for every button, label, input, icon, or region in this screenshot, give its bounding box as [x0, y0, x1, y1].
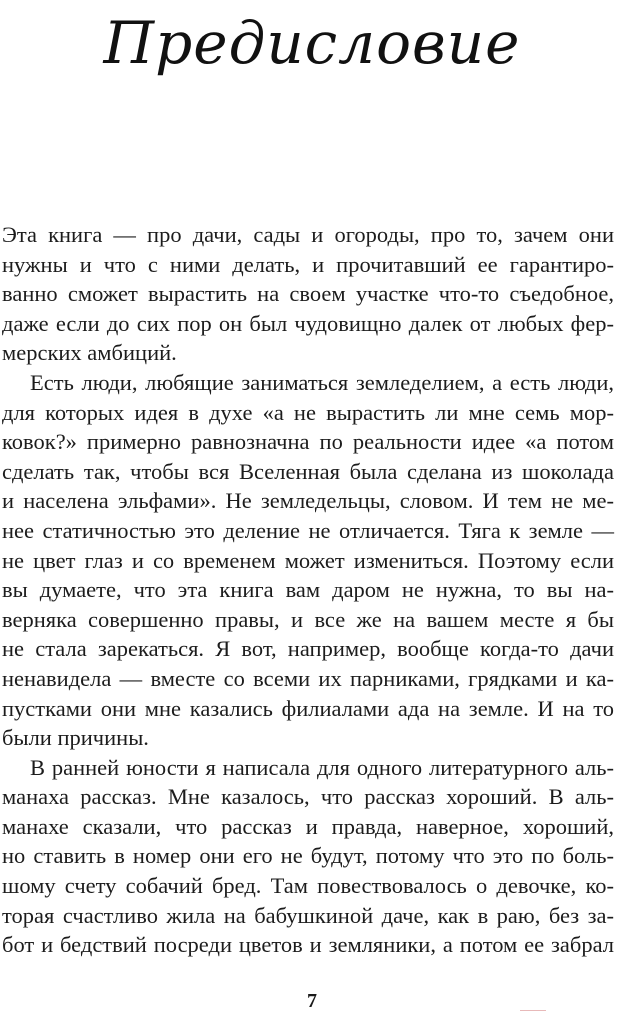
text-line: ненавидела — вместе со всеми их парниками, грядками и ка-	[2, 665, 614, 691]
text-line: пустками они мне казались филиалами ада на земле. И на то	[2, 695, 614, 721]
text-line: не цвет глаз и со временем может измениться. Поэтому если	[2, 547, 614, 573]
text-line: верняка совершенно правы, и все же на вашем месте я бы	[2, 606, 614, 632]
text-line: даже если до сих пор он был чудовищно далек от любых фер-	[2, 310, 614, 336]
crop-mark	[520, 1010, 546, 1015]
text-line: манахе сказали, что рассказ и правда, наверное, хороший,	[2, 813, 614, 839]
page-number: 7	[307, 990, 317, 1012]
text-line: шому счету собачий бред. Там повествовалось о девочке, ко-	[2, 873, 614, 899]
body-text	[2, 220, 614, 960]
text-line: мерских амбиций.	[2, 340, 177, 366]
chapter-title: Предисловие	[103, 9, 521, 77]
text-line: торая счастливо жила на бабушкиной даче, как в раю, без за-	[2, 902, 614, 928]
text-line: нужны и что с ними делать, и прочитавший ее гарантиро-	[2, 251, 614, 277]
text-line: ковок?» примерно равнозначна по реальности идее «а потом	[2, 429, 614, 455]
text-line: Есть люди, любящие заниматься земледелием, а есть люди,	[30, 369, 614, 395]
text-line: сделать так, чтобы вся Вселенная была сделана из шоколада	[2, 458, 614, 484]
text-line: вы думаете, что эта книга вам даром не нужна, то вы на-	[2, 577, 614, 603]
text-line: для которых идея в духе «а не вырастить ли мне семь мор-	[2, 399, 614, 425]
paragraph	[2, 753, 614, 960]
text-line: В ранней юности я написала для одного литературного аль-	[30, 754, 614, 780]
text-line: бот и бедствий посреди цветов и земляники, а потом ее забрал	[2, 932, 614, 958]
text-line: Эта книга — про дачи, сады и огороды, про то, зачем они	[2, 222, 614, 247]
text-line: манаха рассказ. Мне казалось, что рассказ хороший. В аль-	[2, 784, 614, 810]
text-line: и населена эльфами». Не земледельцы, словом. И тем не ме-	[2, 488, 614, 514]
text-line: ванно сможет вырастить на своем участке что-то съедобное,	[2, 281, 614, 307]
text-line: не стала зарекаться. Я вот, например, вообще когда-то дачи	[2, 636, 614, 662]
text-line: нее статичностью это деление не отличается. Тяга к земле —	[2, 517, 614, 543]
text-line: но ставить в номер они его не будут, потому что это по боль-	[2, 843, 614, 869]
text-line: были причины.	[2, 725, 149, 751]
paragraph	[2, 368, 614, 753]
paragraph	[2, 220, 614, 368]
